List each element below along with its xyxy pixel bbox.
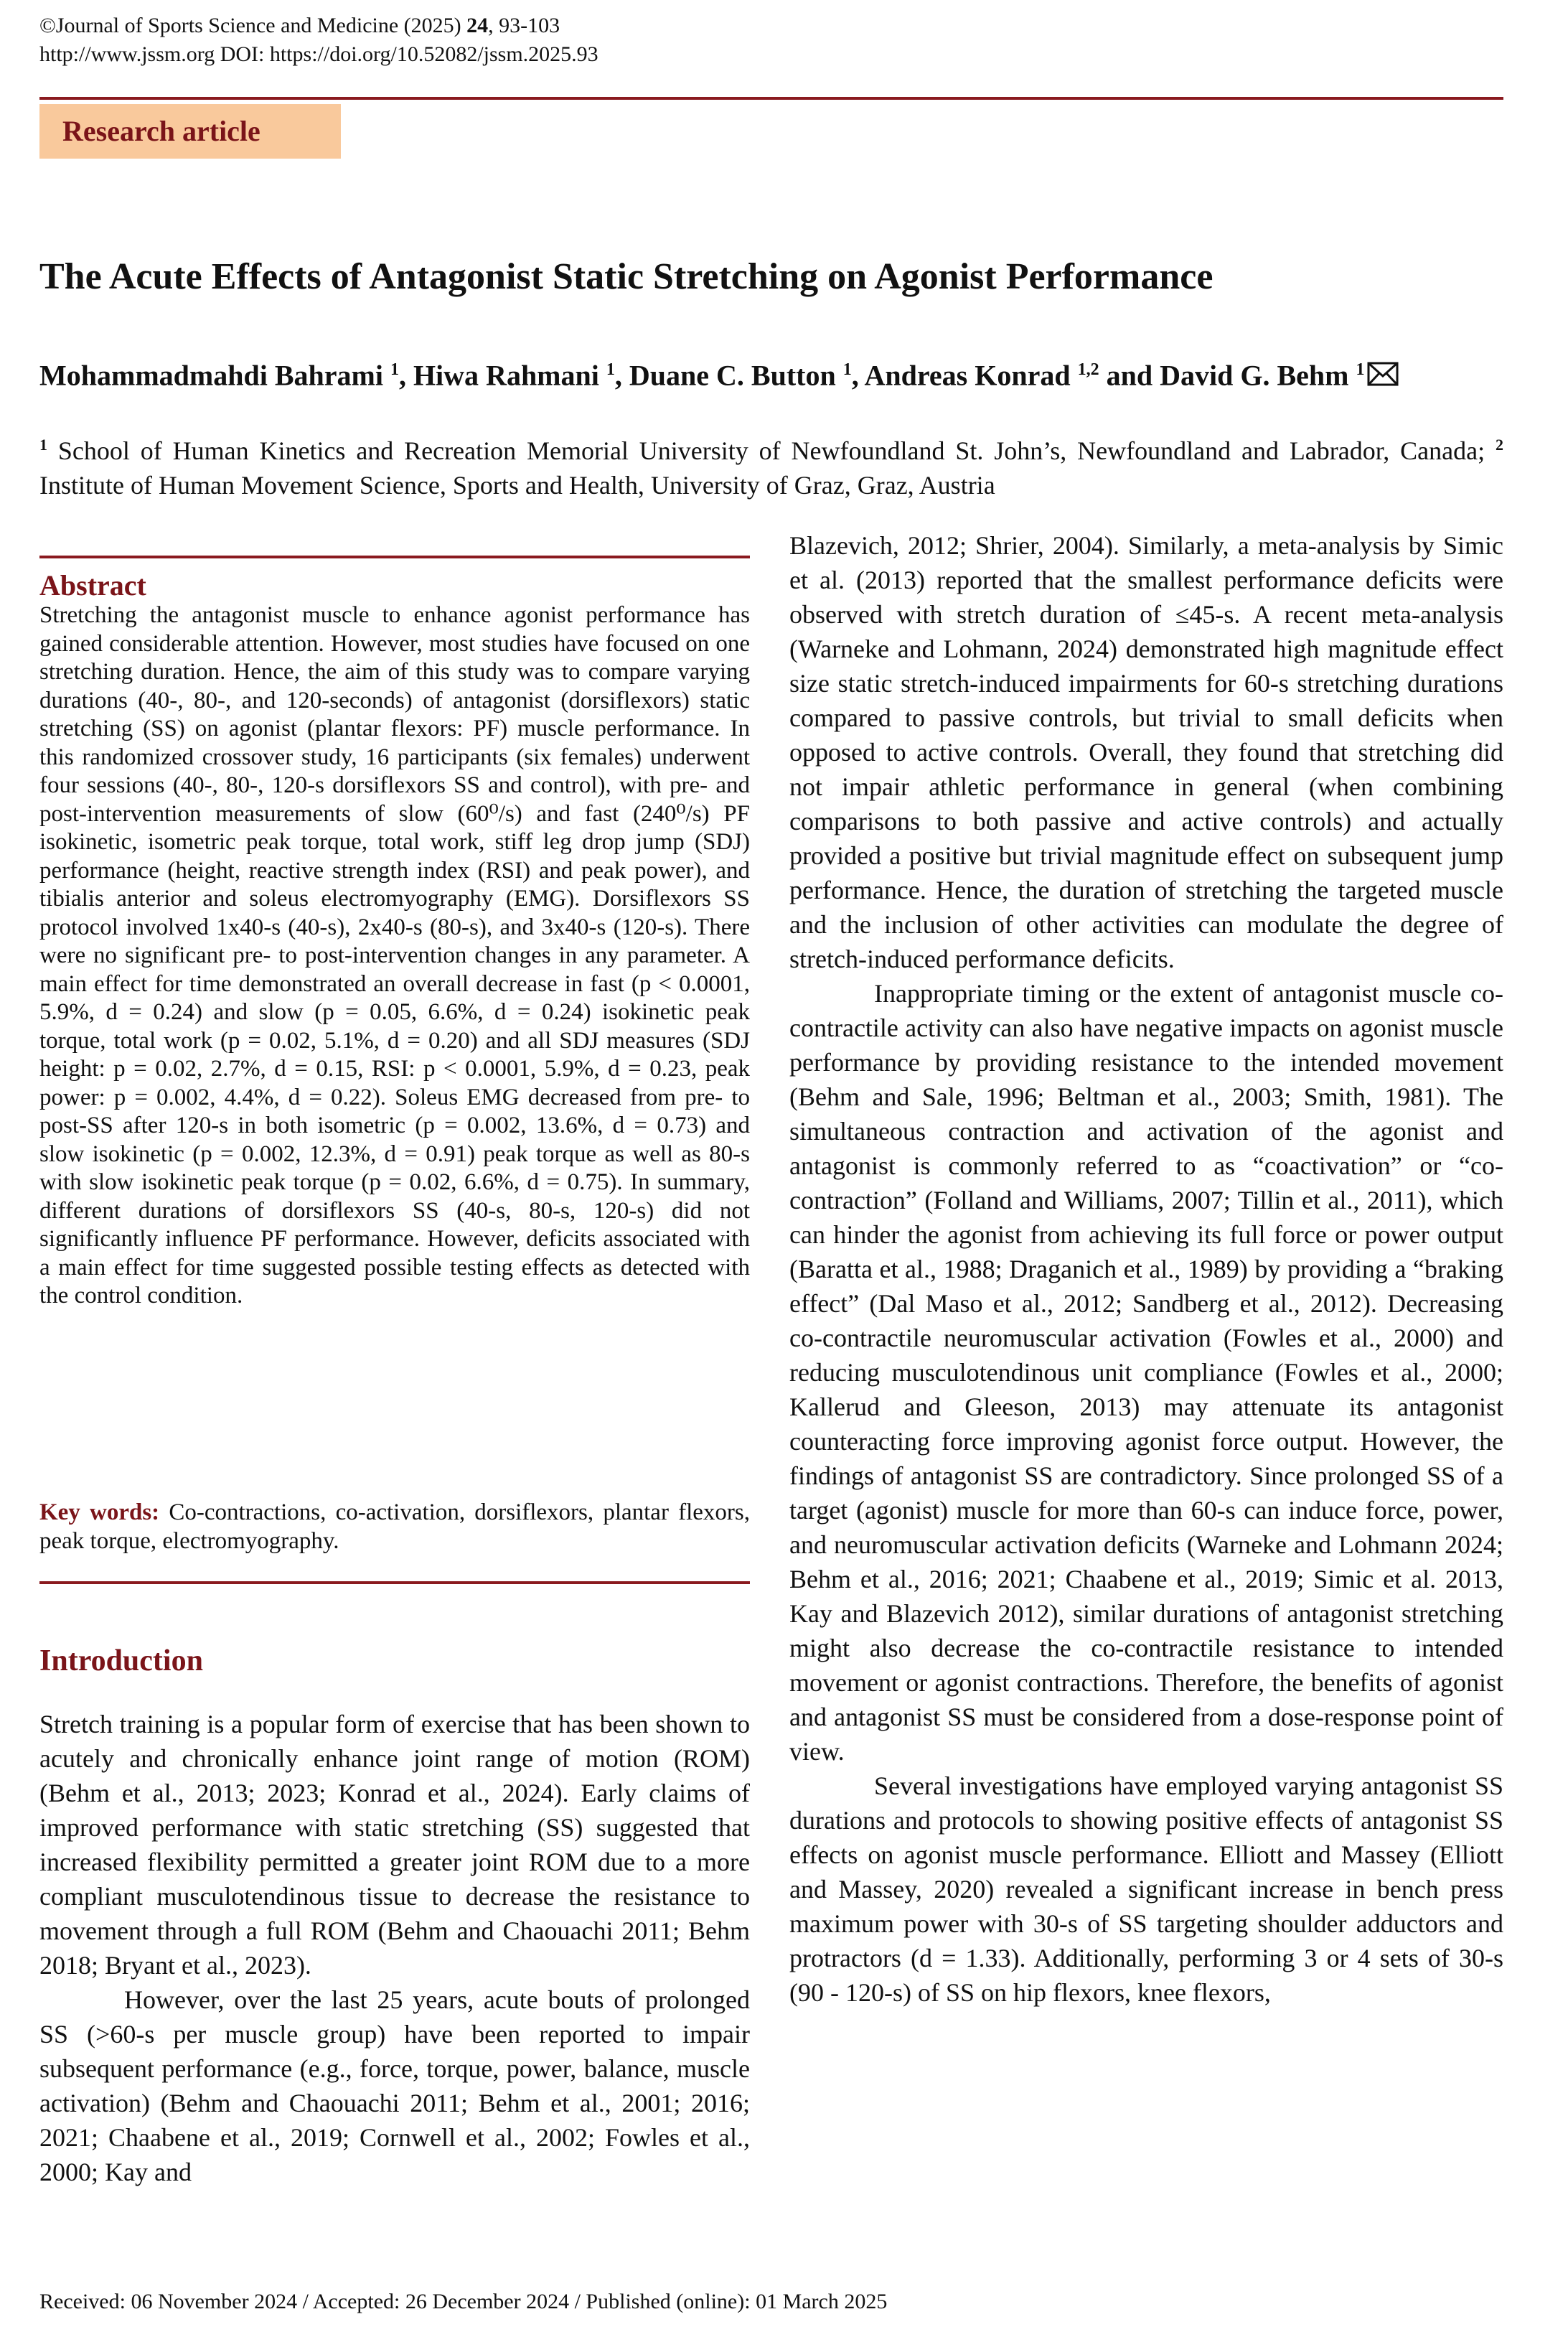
introduction-heading: Introduction (39, 1644, 203, 1677)
body-paragraph: However, over the last 25 years, acute bouts of prolonged SS (>60-s per muscle group) have been reported to impair subsequent performance (e.g., force, torque, power, balance, muscle activation) (Behm and Chaouachi 2011; Behm et al., 2001; 2016; 2021; Chaabene et al., 2019; Cornwell et al., 2002; Fowles et al., 2000; Kay and (39, 1985, 750, 2186)
author-separator: , (398, 359, 413, 392)
journal-name: ©Journal of Sports Science and Medicine (2025) (39, 14, 467, 37)
author-list (39, 350, 1503, 396)
author-affiliation-mark: 1 (1356, 360, 1365, 379)
abstract-bottom-divider (39, 1581, 750, 1584)
author-affiliation-mark: 1 (390, 360, 399, 379)
author-name: Duane C. Button (629, 359, 843, 392)
body-paragraph: Several investigations have employed varying antagonist SS durations and protocols to showing positive effects of antagonist SS effects on agonist muscle performance. Elliott and Massey (Elliott and Massey, 2020) revealed a significant increase in bench press maximum power with 30-s of SS targeting shoulder adductors and protractors (d = 1.33). Additionally, performing 3 or 4 sets of 30-s (90 - 120-s) of SS on hip flexors, knee flexors, (789, 1771, 1503, 2007)
affiliations (39, 428, 1503, 502)
affiliation-text: Institute of Human Movement Science, Sports and Health, University of Graz, Graz, Austria (39, 471, 995, 500)
abstract-heading: Abstract (39, 569, 146, 601)
affiliation-mark: 1 (39, 436, 47, 454)
author-name: Mohammadmahdi Bahrami (39, 359, 390, 392)
abstract-text: Stretching the antagonist muscle to enhance agonist performance has gained considerable attention. However, most studies have focused on one stretching duration. Hence, the aim of this study was to compare varying durations (40-, 80-, and 120-seconds) of antagonist (dorsiflexors) static stretching (SS) on agonist (plantar flexors: PF) muscle performance. In this randomized crossover study, 16 participants (six females) underwent four sessions (40-, 80-, 120-s dorsiflexors SS and control), with pre- and post-intervention measurements of slow (60⁰/s) and fast (240⁰/s) PF isokinetic, isometric peak torque, total work, stiff leg drop jump (SDJ) performance (height, reactive strength index (RSI) and peak power), and tibialis anterior and soleus electromyography (EMG). Dorsiflexors SS protocol involved 1x40-s (40-s), 2x40-s (80-s), and 3x40-s (120-s). There were no significant pre- to post-intervention changes in any parameter. A main effect for time demonstrated an overall decrease in fast (p < 0.0001, 5.9%, d = 0.24) and slow (p = 0.05, 6.6%, d = 0.24) isokinetic peak torque, total work (p = 0.02, 5.1%, d = 0.20) and all SDJ measures (SDJ height: p = 0.02, 2.7%, d = 0.15, RSI: p < 0.0001, 5.9%, d = 0.23, peak power: p = 0.002, 4.4%, d = 0.22). Soleus EMG decreased from pre- to post-SS after 120-s in both isometric (p = 0.002, 13.6%, d = 0.73) and slow isokinetic (p = 0.002, 12.3%, d = 0.91) peak torque as well as 80-s with slow isokinetic peak torque (p = 0.02, 6.6%, d = 0.75). In summary, different durations of dorsiflexors SS (40-s, 80-s, 120-s) did not significantly influence PF performance. However, deficits associated with a main effect for time suggested possible testing effects as detected with the control condition. (39, 602, 750, 1308)
article-type-label: Research article (62, 115, 260, 147)
keywords-label: Key words: (39, 1499, 160, 1525)
body-paragraph: Inappropriate timing or the extent of antagonist muscle co-contractile activity can also have negative impacts on agonist muscle performance by providing resistance to the intended movement (Behm and Sale, 1996; Beltman et al., 2003; Smith, 1981). The simultaneous contraction and activation of the agonist and antagonist is commonly referred to as “coactivation” or “co-contraction” (Folland and Williams, 2007; Tillin et al., 2011), which can hinder the agonist from achieving its full force or power output (Baratta et al., 1988; Draganich et al., 1989) by providing a “braking effect” (Dal Maso et al., 2012; Sandberg et al., 2012). Decreasing co-contractile neuromuscular activation (Fowles et al., 2000) and reducing musculotendinous unit compliance (Fowles et al., 2000; Kallerud and Gleeson, 2013) may attenuate its antagonist counteracting force improving agonist force output. However, the findings of antagonist SS are contradictory. Since prolonged SS of a target (agonist) muscle for more than 60-s can induce force, power, and neuromuscular activation deficits (Warneke and Lohmann 2024; Behm et al., 2016; 2021; Chaabene et al., 2019; Simic et al. 2013, Kay and Blazevich 2012), similar durations of antagonist stretching might also decrease the co-contractile resistance to intended movement or agonist contractions. Therefore, the benefits of agonist and antagonist SS must be considered from a dose-response point of view. (789, 979, 1503, 1766)
article-type-badge (39, 104, 341, 159)
journal-pages: , 93-103 (488, 14, 560, 37)
body-paragraph: Blazevich, 2012; Shrier, 2004). Similarly, a meta-analysis by Simic et al. (2013) reported that the smallest performance deficits were observed with stretch duration of ≤45-s. A recent meta-analysis (Warneke and Lohmann, 2024) demonstrated high magnitude effect size static stretch-induced impairments for 60-s stretching durations compared to passive controls, but trivial to small deficits when opposed to active controls. Overall, they found that stretching did not impair athletic performance in general (when combining comparisons to both passive and active controls) and actually provided a positive but trivial magnitude effect on subsequent jump performance. Hence, the duration of stretching the targeted muscle and the inclusion of other activities can modulate the degree of stretch-induced performance deficits. (789, 531, 1503, 973)
author-name: Hiwa Rahmani (413, 359, 606, 392)
journal-doi[interactable]: http://www.jssm.org DOI: https://doi.org/10.52082/jssm.2025.93 (39, 42, 598, 66)
author-separator: and (1099, 359, 1160, 392)
affiliation-text: School of Human Kinetics and Recreation Memorial University of Newfoundland St. John’s, Newfoundland and Labrador, Canada; (47, 436, 1496, 465)
affiliation-mark: 2 (1496, 436, 1503, 454)
author-name: Andreas Konrad (864, 359, 1078, 392)
journal-header (39, 11, 598, 69)
journal-volume: 24 (466, 14, 489, 37)
envelope-icon[interactable] (1367, 357, 1399, 396)
author-separator: , (851, 359, 865, 392)
author-affiliation-mark: 1,2 (1077, 360, 1099, 379)
article-title: The Acute Effects of Antagonist Static Stretching on Agonist Performance (39, 256, 1213, 297)
body-paragraph: Stretch training is a popular form of exercise that has been shown to acutely and chronically enhance joint range of motion (ROM) (Behm et al., 2013; 2023; Konrad et al., 2024). Early claims of improved performance with static stretching (SS) suggested that increased flexibility permitted a greater joint ROM due to a more compliant musculotendinous tissue to decrease the resistance to movement through a full ROM (Behm and Chaouachi 2011; Behm 2018; Bryant et al., 2023). (39, 1710, 750, 1980)
header-divider (39, 97, 1503, 100)
intro-left-column (39, 1707, 750, 2189)
author-affiliation-mark: 1 (606, 360, 615, 379)
publication-dates: Received: 06 November 2024 / Accepted: 26 December 2024 / Published (online): 01 March 2025 (39, 2290, 888, 2313)
journal-citation (39, 11, 598, 40)
author-affiliation-mark: 1 (842, 360, 852, 379)
keywords-text: Co-contractions, co-activation, dorsiflexors, plantar flexors, peak torque, electromyography. (39, 1499, 751, 1554)
keywords (39, 1499, 750, 1555)
author-name: David G. Behm (1160, 359, 1356, 392)
abstract-top-divider (39, 556, 750, 558)
intro-right-column (789, 528, 1503, 2010)
author-separator: , (614, 359, 629, 392)
